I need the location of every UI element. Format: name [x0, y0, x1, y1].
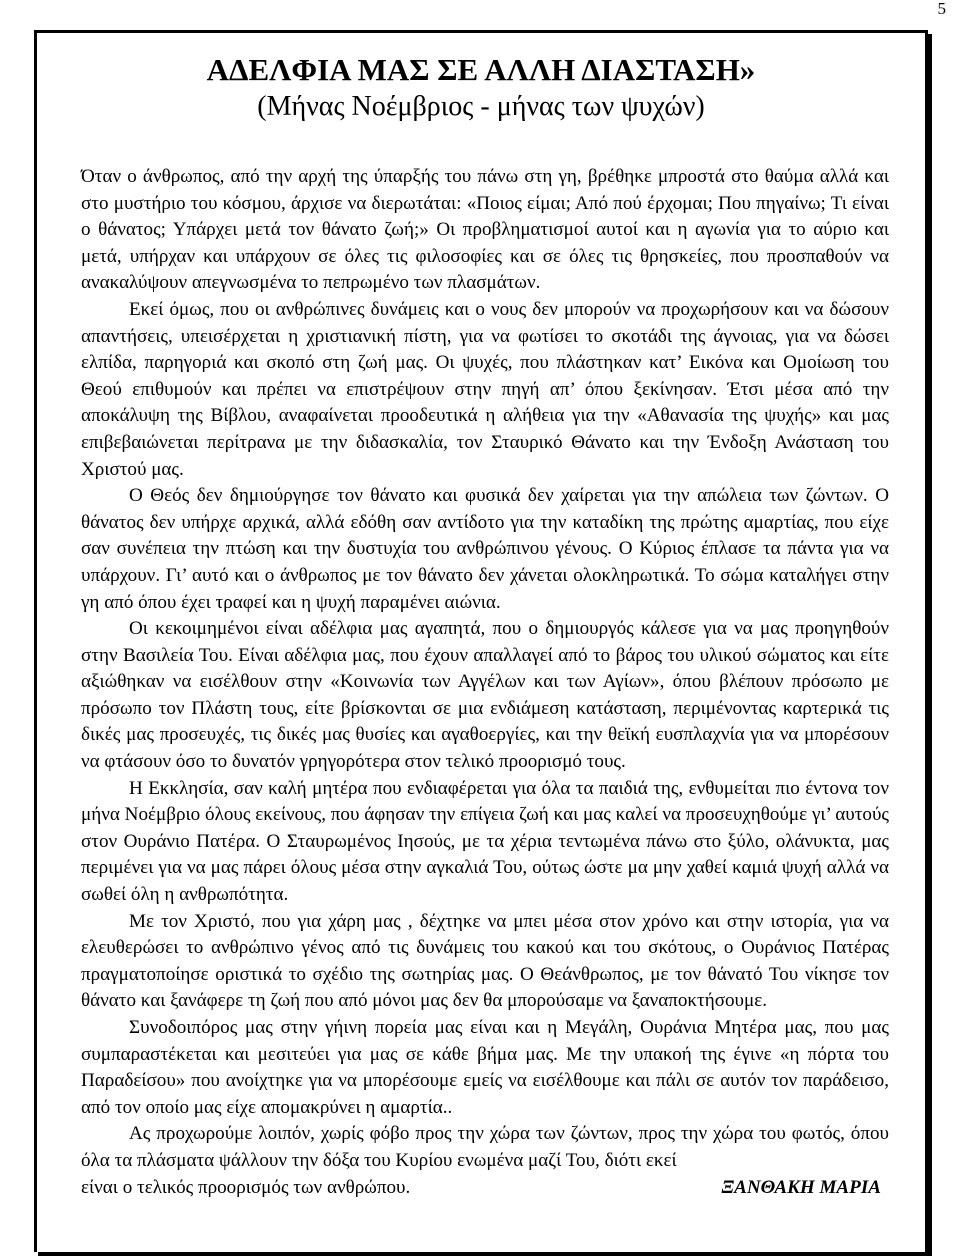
paragraph: Εκεί όμως, που οι ανθρώπινες δυνάμεις και ο νους δεν μπορούν να προχωρήσουν και να δώσουν απαντήσεις, υπεισέρχεται η χριστιανική πίστη, για να φωτίσει το σκοτάδι της άγνοιας, για να δώσει ελπίδα, παρηγοριά και σκοπό στη ζωή μας. Οι ψυχές, που πλάστηκαν κατ’ Εικόνα και Ομοίωση του Θεού επιθυμούν και πρέπει να επιστρέψουν στην πηγή απ’ όπου ξεκίνησαν. Έτσι μέσα από την αποκάλυψη της Βίβλου, αναφαίνεται προοδευτικά η αλήθεια για την «Αθανασία της ψυχής» και μας επιβεβαιώνεται περίτρανα με την διδασκαλία, τον Σταυρικό Θάνατο και την Ένδοξη Ανάσταση του Χριστού μας.	[81, 298, 889, 480]
paragraph: Όταν ο άνθρωπος, από την αρχή της ύπαρξής του πάνω στη γη, βρέθηκε μπροστά στο θαύμα αλλά και στο μυστήριο του κόσμου, άρχισε να διερωτάται: «Ποιος είμαι; Από πού έρχομαι; Που πηγαίνω; Τι είναι ο θάνατος; Υπάρχει μετά τον θάνατο ζωή;» Οι προβληματισμοί αυτοί και η αγωνία για το αύριο και μετά, υπήρχαν και υπάρχουν σε όλες τις φιλοσοφίες και σε όλες τις θρησκείες, που προσπαθούν να ανακαλύψουν απεγνωσμένα το πεπρωμένο των πλασμάτων.	[81, 166, 889, 294]
article-title: ΑΔΕΛΦΙΑ ΜΑΣ ΣΕ ΑΛΛΗ ΔΙΑΣΤΑΣΗ»	[206, 52, 756, 87]
page-number: 5	[937, 0, 946, 18]
paragraph: Οι κεκοιμημένοι είναι αδέλφια μας αγαπητά, που ο δημιουργός κάλεσε για να μας προηγηθούν στην Βασιλεία Του. Είναι αδέλφια μας, που έχουν απαλλαγεί από το βάρος του υλικού σώματος και είτε αξιώθηκαν να εισέλθουν στην «Κοινωνία των Αγγέλων και των Αγίων», όπου βλέπουν πρόσωπο με πρόσωπο τον Πλάστη τους, είτε βρίσκονται σε μια ενδιάμεση κατάσταση, περιμένοντας καρτερικά τις δικές μας προσευχές, τις δικές μας θυσίες και αγαθοεργίες, και την θεϊκή ευσπλαχνία για να μπορέσουν να φτάσουν όσο το δυνατόν γρηγορότερα στον τελικό προορισμό τους.	[81, 618, 889, 773]
paragraph: Ο Θεός δεν δημιούργησε τον θάνατο και φυσικά δεν χαίρεται για την απώλεια των ζώντων. Ο θάνατος δεν υπήρχε αρχικά, αλλά εδόθη σαν αντίδοτο για την καταδίκη της πρώτης αμαρτίας, που είχε σαν συνέπεια την πτώση και την δυστυχία του ανθρώπινου γένους. Ο Κύριος έπλασε τα πάντα για να υπάρχουν. Γι’ αυτό και ο άνθρωπος με τον θάνατο δεν χάνεται ολοκληρωτικά. Το σώμα καταλήγει στην γη από όπου έχει τραφεί και η ψυχή παραμένει αιώνια.	[81, 485, 889, 613]
author-signature: ΞΑΝΘΑΚΗ ΜΑΡΙΑ	[721, 1176, 881, 1198]
closing-text: είναι ο τελικός προορισμός των ανθρώπου.	[81, 1176, 411, 1198]
closing-line	[81, 1175, 889, 1202]
paragraph: Συνοδοιπόρος μας στην γήινη πορεία μας είναι και η Μεγάλη, Ουράνια Μητέρα μας, που μας συμπαραστέκεται και μεσιτεύει για μας σε κάθε βήμα μας. Με την υπακοή της έγινε «η πόρτα του Παραδείσου» που ανοίχτηκε για να μπορέσουμε εμείς να εισέλθουμε και πάλι σε αυτόν τον παράδεισο, από τον οποίο μας είχε απομακρύνει η αμαρτία..	[81, 1017, 889, 1118]
article-body	[81, 164, 889, 1201]
article-subtitle: (Μήνας Νοέμβριος - μήνας των ψυχών)	[257, 91, 705, 122]
paragraph: Με τον Χριστό, που για χάρη μας , δέχτηκε να μπει μέσα στον χρόνο και στην ιστορία, για να ελευθερώσει το ανθρώπινο γένος από τις δυνάμεις του κακού και του σκότους, ο Ουράνιος Πατέρας πραγματοποίησε οριστικά το σχέδιο της σωτηρίας μας. Ο Θεάνθρωπος, με τον θάνατό Του νίκησε τον θάνατο και ξανάφερε τη ζωή που από μόνοι μας δεν θα μπορούσαμε να ξαναποκτήσουμε.	[81, 910, 889, 1012]
paragraph: Η Εκκλησία, σαν καλή μητέρα που ενδιαφέρεται για όλα τα παιδιά της, ενθυμείται πιο έντονα τον μήνα Νοέμβριο όλους εκείνους, που άφησαν την επίγεια ζωή και μας καλεί να προσευχηθούμε γι’ αυτούς στον Ουράνιο Πατέρα. Ο Σταυρωμένος Ιησούς, με τα χέρια τεντωμένα πάνω στο ξύλο, ολάνυκτα, μας περιμένει για να μας πάρει όλους μέσα στην αγκαλιά Του, ούτως ώστε μα μην χαθεί καμιά ψυχή αλλά να σωθεί όλη η ανθρωπότητα.	[81, 777, 889, 906]
paragraph: Ας προχωρούμε λοιπόν, χωρίς φόβο προς την χώρα των ζώντων, προς την χώρα του φωτός, όπου όλα τα πλάσματα ψάλλουν την δόξα του Κυρίου ενωμένα μαζί Του, διότι εκεί	[81, 1123, 889, 1171]
